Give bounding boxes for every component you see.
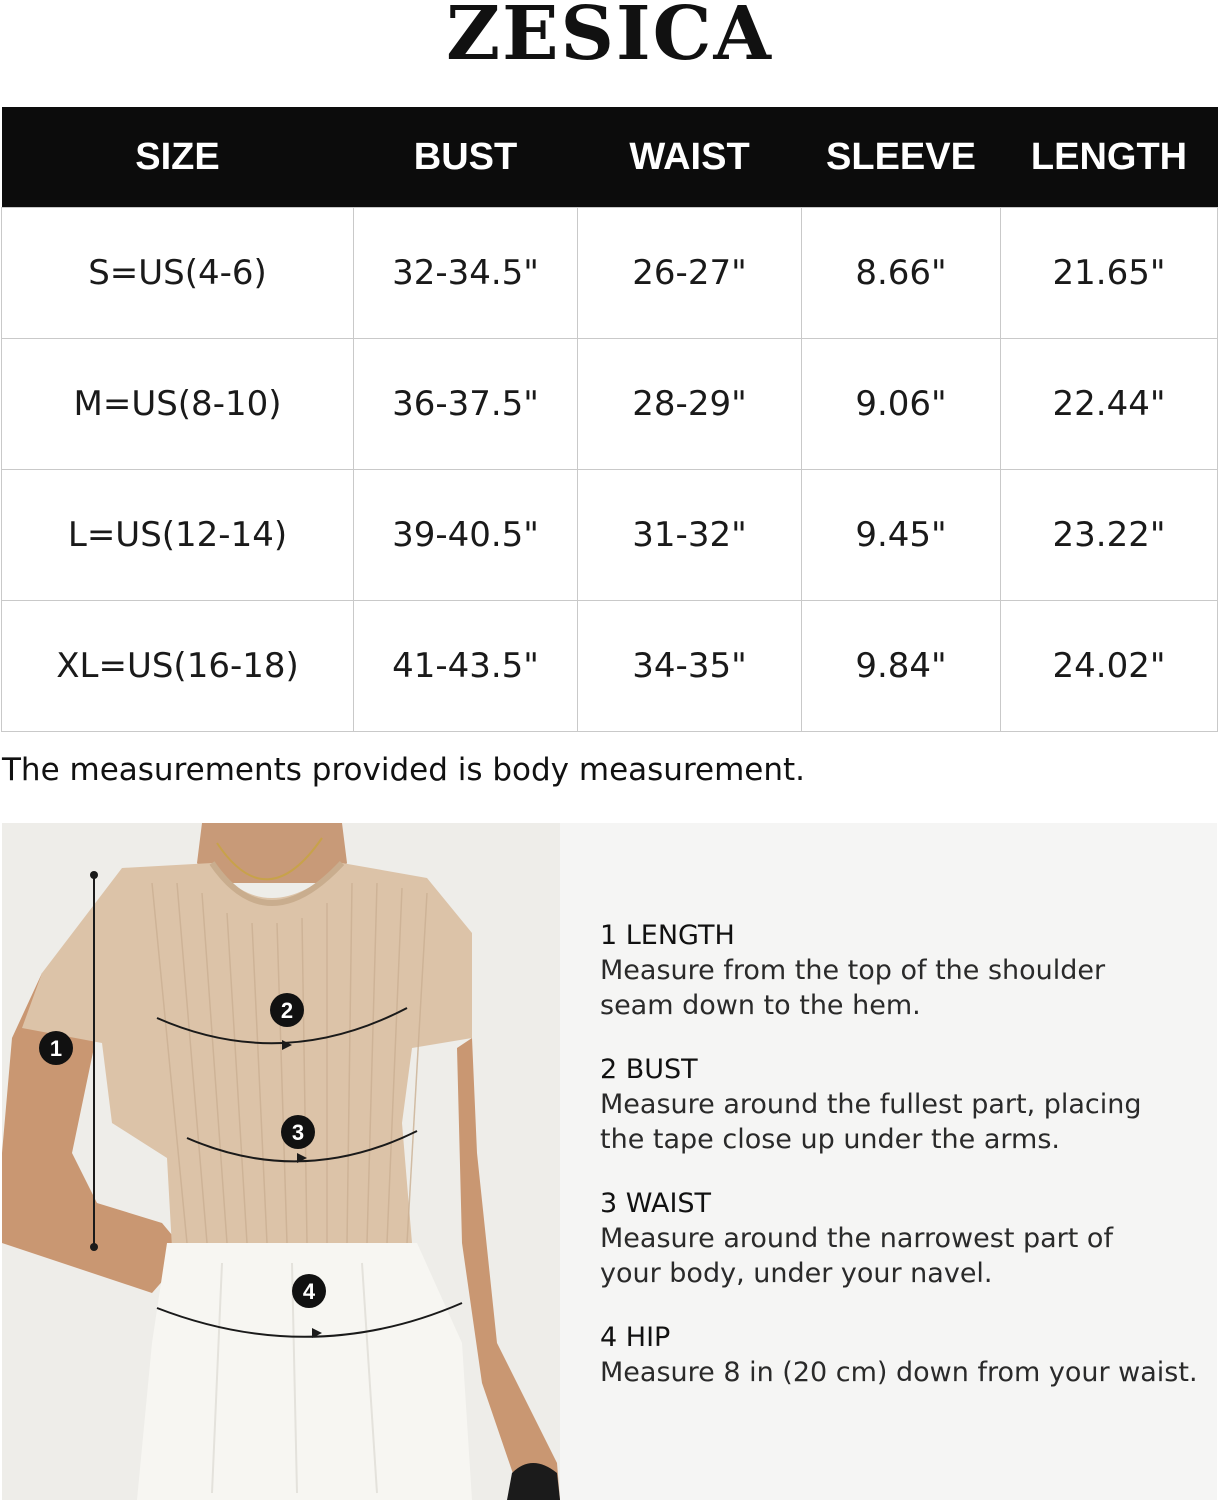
guide-desc-line: Measure around the fullest part, placing (600, 1089, 1142, 1120)
guide-desc-line: Measure 8 in (20 cm) down from your waist. (600, 1357, 1198, 1388)
marker-2 (270, 993, 304, 1027)
guide-desc-line: seam down to the hem. (600, 990, 921, 1021)
cell-waist: 31-32" (578, 470, 802, 601)
cell-waist: 26-27" (578, 208, 802, 339)
cell-size: L=US(12-14) (2, 470, 354, 601)
cell-length: 24.02" (1001, 601, 1218, 732)
measurement-guide-list (600, 919, 1210, 1420)
guide-title: 4 HIP (600, 1322, 671, 1353)
marker-4 (292, 1274, 326, 1308)
guide-item-bust (600, 1053, 1210, 1157)
cell-bust: 36-37.5" (354, 339, 578, 470)
size-chart-table (1, 107, 1218, 732)
cell-sleeve: 9.84" (802, 601, 1001, 732)
measurement-note: The measurements provided is body measurement. (2, 752, 806, 788)
table-header-row (2, 107, 1218, 208)
cell-sleeve: 8.66" (802, 208, 1001, 339)
guide-title: 1 LENGTH (600, 920, 735, 951)
guide-item-length (600, 919, 1210, 1023)
cell-length: 23.22" (1001, 470, 1218, 601)
marker-2-label: 2 (280, 998, 294, 1023)
table-row (2, 601, 1218, 732)
guide-desc-line: Measure around the narrowest part of (600, 1223, 1113, 1254)
marker-3-label: 3 (291, 1120, 305, 1145)
header-sleeve: SLEEVE (802, 107, 1001, 208)
guide-desc-line: Measure from the top of the shoulder (600, 955, 1106, 986)
marker-1 (39, 1031, 73, 1065)
guide-title: 3 WAIST (600, 1188, 712, 1219)
guide-item-waist (600, 1187, 1210, 1291)
guide-desc-line: the tape close up under the arms. (600, 1124, 1060, 1155)
brand-logo: ZESICA (446, 0, 773, 77)
cell-length: 22.44" (1001, 339, 1218, 470)
marker-1-label: 1 (49, 1036, 63, 1061)
model-illustration (2, 823, 560, 1500)
guide-item-hip (600, 1321, 1210, 1390)
table-row (2, 339, 1218, 470)
cell-sleeve: 9.06" (802, 339, 1001, 470)
cell-bust: 32-34.5" (354, 208, 578, 339)
model-photo (2, 823, 560, 1500)
cell-bust: 41-43.5" (354, 601, 578, 732)
cell-size: XL=US(16-18) (2, 601, 354, 732)
cell-bust: 39-40.5" (354, 470, 578, 601)
guide-title: 2 BUST (600, 1054, 698, 1085)
cell-waist: 34-35" (578, 601, 802, 732)
cell-size: M=US(8-10) (2, 339, 354, 470)
header-length: LENGTH (1001, 107, 1218, 208)
cell-size: S=US(4-6) (2, 208, 354, 339)
table-row (2, 208, 1218, 339)
marker-3 (281, 1115, 315, 1149)
marker-4-label: 4 (302, 1279, 316, 1304)
guide-desc-line: your body, under your navel. (600, 1258, 993, 1289)
cell-sleeve: 9.45" (802, 470, 1001, 601)
table-row (2, 470, 1218, 601)
header-size: SIZE (2, 107, 354, 208)
header-bust: BUST (354, 107, 578, 208)
cell-length: 21.65" (1001, 208, 1218, 339)
header-waist: WAIST (578, 107, 802, 208)
measurement-guide-panel (2, 823, 1217, 1500)
cell-waist: 28-29" (578, 339, 802, 470)
